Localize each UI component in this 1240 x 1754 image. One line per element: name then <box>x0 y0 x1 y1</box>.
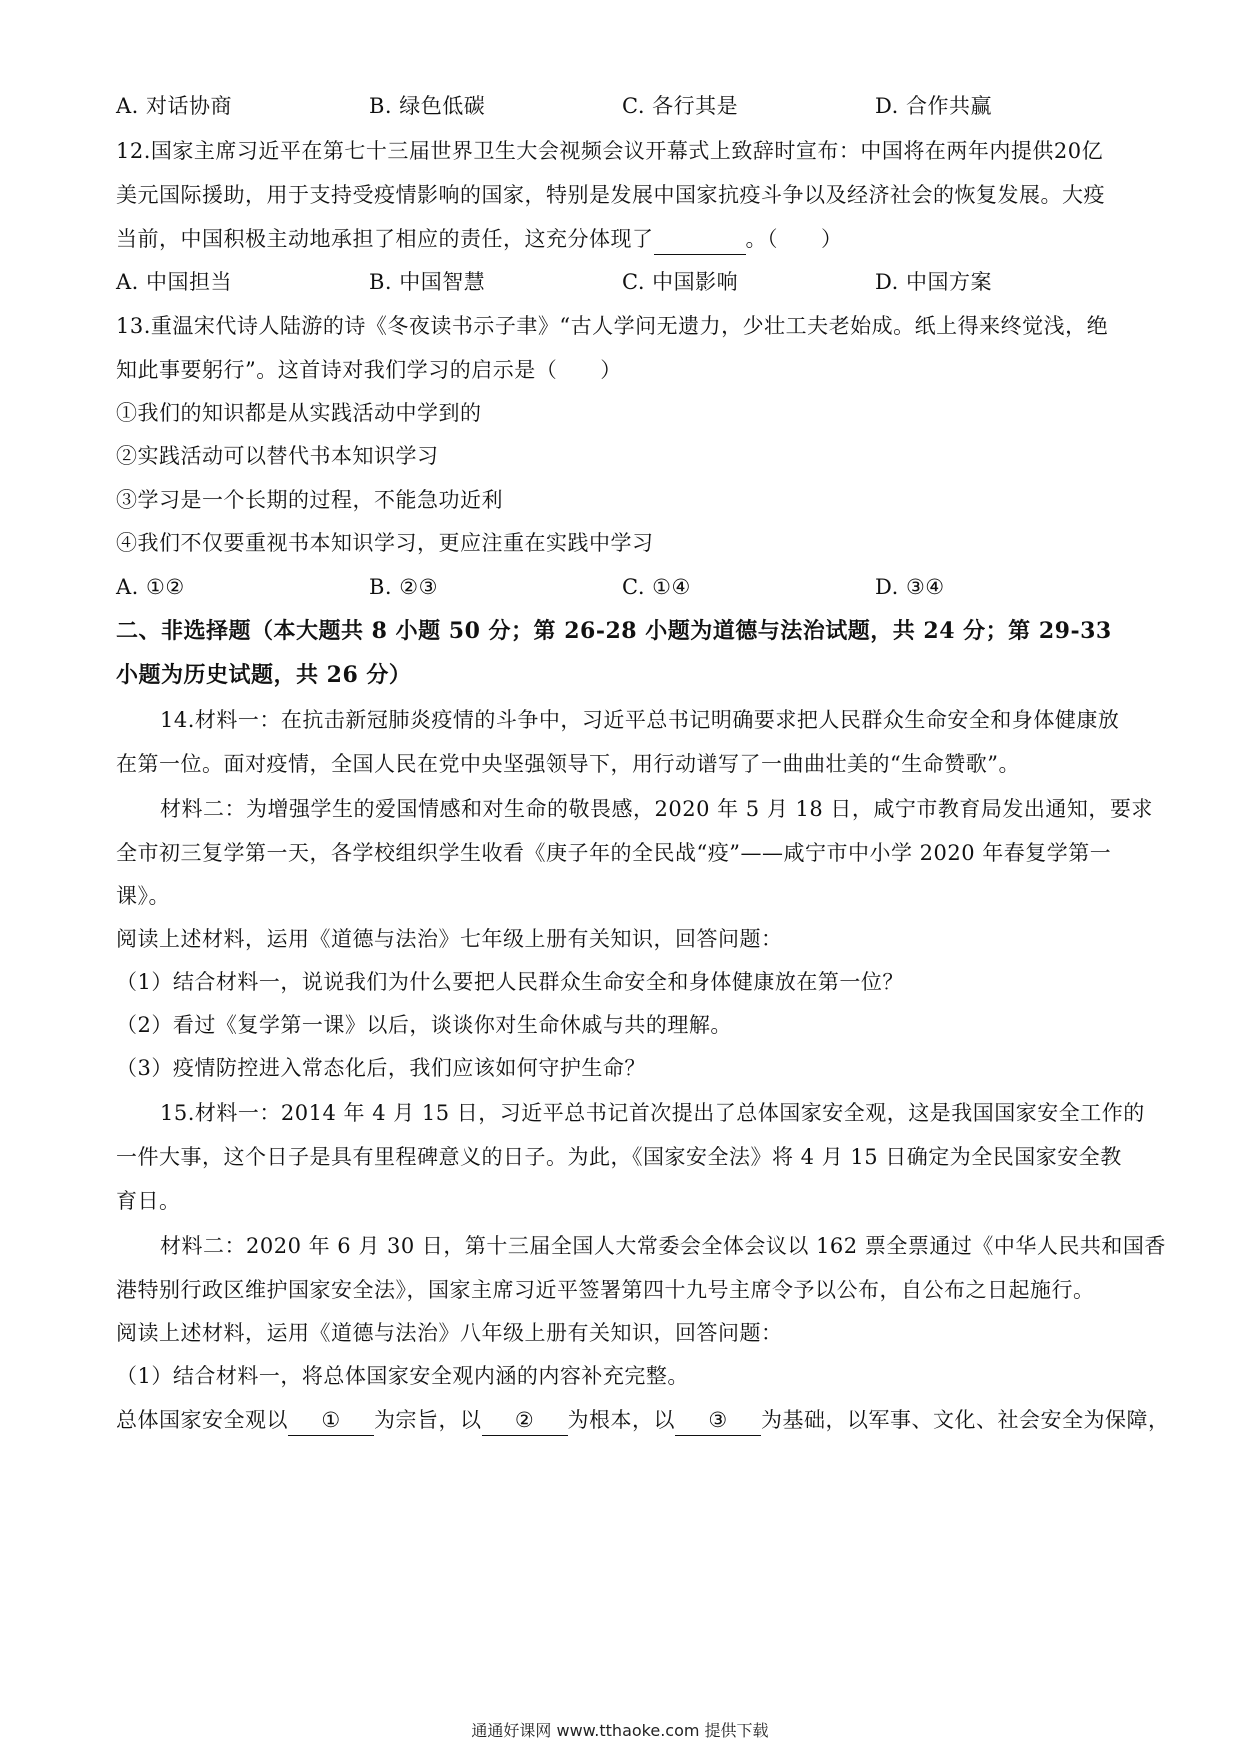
q14-question: （3）疫情防控进入常态化后，我们应该如何守护生命？ <box>116 1056 646 1080</box>
q14-material-2: 课》。 <box>116 884 170 908</box>
q12-stem-end: 当前，中国积极主动地承担了相应的责任，这充分体现了 <box>116 227 654 251</box>
q13-line: 知此事要躬行”。这首诗对我们学习的启示是（ ） <box>116 358 622 382</box>
q13-item: ④我们不仅要重视书本知识学习，更应注重在实践中学习 <box>116 531 654 555</box>
q14-material-1: 在第一位。面对疫情，全国人民在党中央坚强领导下，用行动谱写了一曲曲壮美的“生命赞歌”。 <box>116 752 1020 776</box>
q11-option-b: B. 绿色低碳 <box>369 94 486 118</box>
q15-fill-in <box>116 1405 1170 1436</box>
q14-material-2: 材料二：为增强学生的爱国情感和对生命的敬畏感，2020 年 5 月 18 日，咸宁市教育局发出通知，要求 <box>160 797 1153 821</box>
q11-option-d: D. 合作共赢 <box>875 94 992 118</box>
fill-text: 为宗旨，以 <box>374 1408 482 1432</box>
q14-instruction: 阅读上述材料，运用《道德与法治》七年级上册有关知识，回答问题： <box>116 927 783 951</box>
q15-material-2: 港特别行政区维护国家安全法》，国家主席习近平签署第四十九号主席令予以公布，自公布之日起施行。 <box>116 1278 1095 1302</box>
q13-item: ③学习是一个长期的过程，不能急功近利 <box>116 488 503 512</box>
fill-blank-2[interactable]: ② <box>482 1405 568 1436</box>
q13-line: 13.重温宋代诗人陆游的诗《冬夜读书示子聿》“古人学问无遗力，少壮工夫老始成。纸上得来终觉浅，绝 <box>116 314 1109 338</box>
fill-text: 总体国家安全观以 <box>116 1408 288 1432</box>
q12-option-c: C. 中国影响 <box>622 270 739 294</box>
q12-line <box>116 224 1134 255</box>
fill-text: 为根本，以 <box>567 1408 675 1432</box>
page-footer: 通通好课网 www.tthaoke.com 提供下载 <box>471 1721 769 1740</box>
q11-option-c: C. 各行其是 <box>622 94 739 118</box>
q13-item: ①我们的知识都是从实践活动中学到的 <box>116 401 482 425</box>
q15-material-2: 材料二：2020 年 6 月 30 日，第十三届全国人大常委会全体会议以 162 票全票通过《中华人民共和国香 <box>160 1234 1166 1258</box>
section-heading: 二、非选择题（本大题共 8 小题 50 分；第 26-28 小题为道德与法治试题，共 24 分；第 29-33 <box>116 618 1112 644</box>
q11-option-a: A. 对话协商 <box>116 94 233 118</box>
q14-material-1: 14.材料一：在抗击新冠肺炎疫情的斗争中，习近平总书记明确要求把人民群众生命安全和身体健康放 <box>160 708 1120 732</box>
q13-option-d: D. ③④ <box>875 575 945 599</box>
fill-blank-1[interactable]: ① <box>288 1405 374 1436</box>
q12-line: 美元国际援助，用于支持受疫情影响的国家，特别是发展中国家抗疫斗争以及经济社会的恢复发展。大疫 <box>116 183 1105 207</box>
q13-options <box>116 572 1134 602</box>
q12-option-a: A. 中国担当 <box>116 270 233 294</box>
q15-question: （1）结合材料一，将总体国家安全观内涵的内容补充完整。 <box>116 1364 689 1388</box>
q12-bracket: 。（ ） <box>745 227 843 251</box>
q12-line: 12.国家主席习近平在第七十三届世界卫生大会视频会议开幕式上致辞时宣布：中国将在两年内提供20亿 <box>116 139 1104 163</box>
q12-option-b: B. 中国智慧 <box>369 270 486 294</box>
q12-answer-blank <box>654 224 746 255</box>
q15-material-1: 一件大事，这个日子是具有里程碑意义的日子。为此，《国家安全法》将 4 月 15 日确定为全民国家安全教 <box>116 1145 1122 1169</box>
q13-item: ②实践活动可以替代书本知识学习 <box>116 444 439 468</box>
q12-options <box>116 267 1134 297</box>
q14-question: （1）结合材料一，说说我们为什么要把人民群众生命安全和身体健康放在第一位？ <box>116 970 904 994</box>
q14-question: （2）看过《复学第一课》以后，谈谈你对生命休戚与共的理解。 <box>116 1013 732 1037</box>
fill-text: 为基础，以军事、文化、社会安全为保障， <box>761 1408 1170 1432</box>
q12-option-d: D. 中国方案 <box>875 270 992 294</box>
q14-material-2: 全市初三复学第一天，各学校组织学生收看《庚子年的全民战“疫”——咸宁市中小学 2020 年春复学第一 <box>116 841 1112 865</box>
q15-instruction: 阅读上述材料，运用《道德与法治》八年级上册有关知识，回答问题： <box>116 1321 783 1345</box>
q15-material-1: 育日。 <box>116 1189 181 1213</box>
q13-option-a: A. ①② <box>116 575 185 599</box>
section-heading: 小题为历史试题，共 26 分） <box>116 662 412 688</box>
q11-options <box>116 91 1134 121</box>
fill-blank-3[interactable]: ③ <box>675 1405 761 1436</box>
q13-option-b: B. ②③ <box>369 575 438 599</box>
q13-option-c: C. ①④ <box>622 575 691 599</box>
q15-material-1: 15.材料一：2014 年 4 月 15 日，习近平总书记首次提出了总体国家安全观，这是我国国家安全工作的 <box>160 1101 1145 1125</box>
